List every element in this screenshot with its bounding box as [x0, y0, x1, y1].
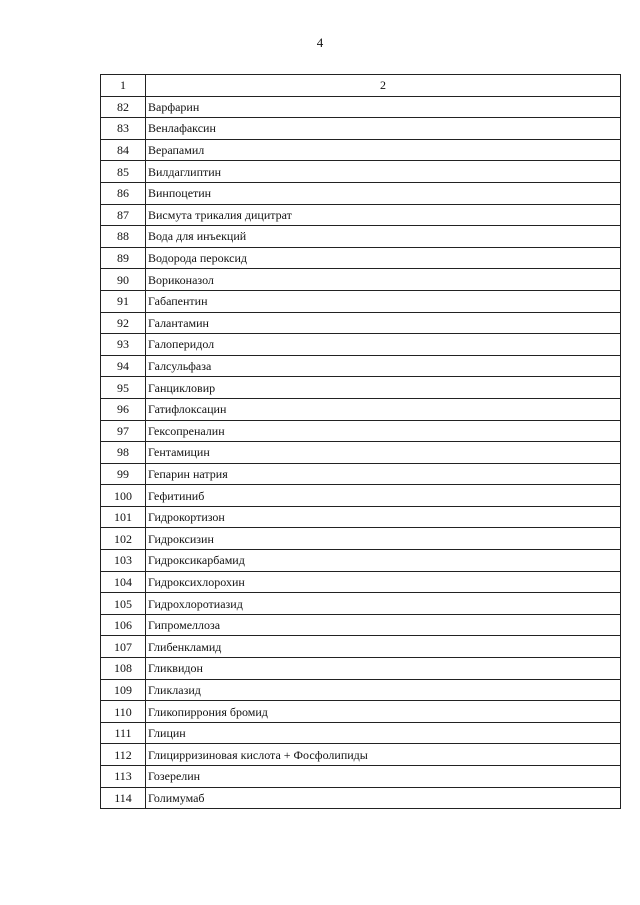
row-number: 83	[101, 118, 146, 140]
row-number: 88	[101, 226, 146, 248]
drug-name: Гликвидон	[146, 658, 621, 680]
table-row	[101, 247, 621, 269]
row-number: 97	[101, 420, 146, 442]
drug-name: Венлафаксин	[146, 118, 621, 140]
table-row	[101, 485, 621, 507]
table-row	[101, 636, 621, 658]
row-number: 98	[101, 442, 146, 464]
table-row	[101, 139, 621, 161]
table-row	[101, 182, 621, 204]
drug-name: Ганцикловир	[146, 377, 621, 399]
table-row	[101, 269, 621, 291]
drug-name: Верапамил	[146, 139, 621, 161]
row-number: 106	[101, 614, 146, 636]
column-header-name: 2	[146, 75, 621, 97]
table-row	[101, 463, 621, 485]
row-number: 87	[101, 204, 146, 226]
page-number: 4	[316, 35, 324, 50]
row-number: 103	[101, 550, 146, 572]
drug-name: Вода для инъекций	[146, 226, 621, 248]
table-row	[101, 614, 621, 636]
row-number: 113	[101, 766, 146, 788]
row-number: 91	[101, 290, 146, 312]
row-number: 104	[101, 571, 146, 593]
drug-name: Гепарин натрия	[146, 463, 621, 485]
drug-name: Гидрохлоротиазид	[146, 593, 621, 615]
drug-name: Глицин	[146, 722, 621, 744]
row-number: 109	[101, 679, 146, 701]
drug-name: Гатифлоксацин	[146, 398, 621, 420]
drug-name: Гипромеллоза	[146, 614, 621, 636]
drug-name: Галоперидол	[146, 334, 621, 356]
drug-name: Габапентин	[146, 290, 621, 312]
row-number: 85	[101, 161, 146, 183]
drug-name: Гозерелин	[146, 766, 621, 788]
table-row	[101, 506, 621, 528]
drug-name: Вориконазол	[146, 269, 621, 291]
row-number: 90	[101, 269, 146, 291]
drug-name: Водорода пероксид	[146, 247, 621, 269]
table-row	[101, 226, 621, 248]
row-number: 112	[101, 744, 146, 766]
row-number: 102	[101, 528, 146, 550]
table-row	[101, 701, 621, 723]
drug-name: Вилдаглиптин	[146, 161, 621, 183]
row-number: 94	[101, 355, 146, 377]
row-number: 86	[101, 182, 146, 204]
row-number: 100	[101, 485, 146, 507]
drug-name: Голимумаб	[146, 787, 621, 809]
drug-name: Гидроксихлорохин	[146, 571, 621, 593]
row-number: 99	[101, 463, 146, 485]
drug-name: Гликлазид	[146, 679, 621, 701]
row-number: 92	[101, 312, 146, 334]
table-row	[101, 528, 621, 550]
row-number: 101	[101, 506, 146, 528]
drug-name: Гентамицин	[146, 442, 621, 464]
row-number: 82	[101, 96, 146, 118]
row-number: 84	[101, 139, 146, 161]
row-number: 107	[101, 636, 146, 658]
drug-name: Висмута трикалия дицитрат	[146, 204, 621, 226]
row-number: 114	[101, 787, 146, 809]
drug-name: Галантамин	[146, 312, 621, 334]
drug-name: Глибенкламид	[146, 636, 621, 658]
table-row	[101, 398, 621, 420]
table-row	[101, 334, 621, 356]
table-row	[101, 744, 621, 766]
table-row	[101, 766, 621, 788]
table-row	[101, 787, 621, 809]
table-row	[101, 593, 621, 615]
drug-name: Гефитиниб	[146, 485, 621, 507]
drug-name: Гексопреналин	[146, 420, 621, 442]
row-number: 108	[101, 658, 146, 680]
table-row	[101, 161, 621, 183]
row-number: 110	[101, 701, 146, 723]
table-row	[101, 658, 621, 680]
table-row	[101, 290, 621, 312]
drug-name: Гидроксикарбамид	[146, 550, 621, 572]
table-row	[101, 442, 621, 464]
row-number: 95	[101, 377, 146, 399]
row-number: 89	[101, 247, 146, 269]
row-number: 93	[101, 334, 146, 356]
table-row	[101, 679, 621, 701]
table-header-row	[101, 75, 621, 97]
row-number: 96	[101, 398, 146, 420]
drug-name: Гидроксизин	[146, 528, 621, 550]
table-row	[101, 420, 621, 442]
drug-name: Гидрокортизон	[146, 506, 621, 528]
drug-name: Глицирризиновая кислота + Фосфолипиды	[146, 744, 621, 766]
table-row	[101, 355, 621, 377]
drug-name: Варфарин	[146, 96, 621, 118]
drug-name: Винпоцетин	[146, 182, 621, 204]
table-row	[101, 118, 621, 140]
drug-name: Галсульфаза	[146, 355, 621, 377]
table-body	[101, 96, 621, 809]
drug-name: Гликопиррония бромид	[146, 701, 621, 723]
table-row	[101, 550, 621, 572]
row-number: 105	[101, 593, 146, 615]
column-header-number: 1	[101, 75, 146, 97]
table-row	[101, 312, 621, 334]
drug-list-table	[100, 74, 621, 809]
table-row	[101, 96, 621, 118]
table-row	[101, 204, 621, 226]
table-row	[101, 377, 621, 399]
row-number: 111	[101, 722, 146, 744]
table-row	[101, 571, 621, 593]
table-row	[101, 722, 621, 744]
